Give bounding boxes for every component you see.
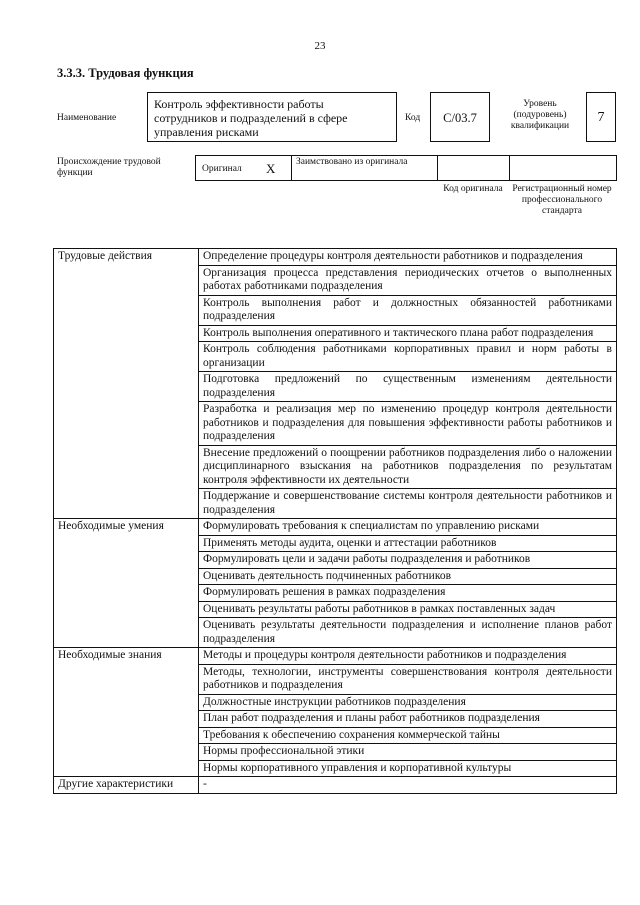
table-row	[54, 342, 617, 372]
table-item-cell: Внесение предложений о поощрении работников подразделения либо о наложении дисциплинарного взыскания на работников подразделения по результатам контроля эффективности их деятельности	[199, 445, 617, 489]
table-row	[54, 618, 617, 648]
code-value: C/03.7	[443, 111, 477, 125]
original-label: Оригинал	[202, 164, 242, 174]
section-title-continuation	[54, 744, 199, 761]
table-item-cell: Оценивать результаты деятельности подразделения и исполнение планов работ подразделения	[199, 618, 617, 648]
code-box	[430, 92, 490, 142]
table-item-cell: -	[199, 777, 617, 794]
code-original-caption: Код оригинала	[443, 184, 503, 194]
table-row	[54, 711, 617, 728]
table-row	[54, 249, 617, 266]
table-item-cell: Формулировать цели и задачи работы подразделения и работников	[199, 552, 617, 569]
table-row	[54, 265, 617, 295]
table-row	[54, 372, 617, 402]
section-title-continuation	[54, 711, 199, 728]
section-title-continuation	[54, 489, 199, 519]
origin-original-cell	[196, 156, 292, 180]
table-item-cell: Оценивать результаты работы работников в рамках поставленных задач	[199, 601, 617, 618]
section-title-cell: Необходимые знания	[54, 648, 199, 665]
section-title-continuation	[54, 727, 199, 744]
section-title-continuation	[54, 618, 199, 648]
labor-function-table	[53, 248, 617, 794]
table-row	[54, 744, 617, 761]
table-row	[54, 552, 617, 569]
section-title-continuation	[54, 664, 199, 694]
table-row	[54, 568, 617, 585]
table-item-cell: Применять методы аудита, оценки и аттестации работников	[199, 535, 617, 552]
table-item-cell: Формулировать требования к специалистам по управлению рисками	[199, 519, 617, 536]
section-title-continuation	[54, 402, 199, 446]
section-title-continuation	[54, 535, 199, 552]
name-label: Наименование	[57, 113, 117, 123]
section-title-continuation	[54, 445, 199, 489]
origin-code-cell	[438, 156, 510, 180]
table-item-cell: Контроль выполнения оперативного и тактического плана работ подразделения	[199, 325, 617, 342]
table-row	[54, 519, 617, 536]
section-title: 3.3.3. Трудовая функция	[57, 66, 194, 80]
table-item-cell: Методы, технологии, инструменты совершенствования контроля деятельности работников и подразделения	[199, 664, 617, 694]
function-name-value: Контроль эффективности работы сотрудников и подразделений в сфере управления рисками	[154, 97, 348, 139]
section-title-continuation	[54, 585, 199, 602]
original-mark: X	[266, 161, 276, 176]
table-item-cell: Оценивать деятельность подчиненных работников	[199, 568, 617, 585]
table-row	[54, 694, 617, 711]
section-title-cell: Другие характеристики	[54, 777, 199, 794]
origin-label: Происхождение трудовой функции	[57, 157, 161, 178]
section-title-cell: Трудовые действия	[54, 249, 199, 266]
page-number: 23	[314, 40, 326, 52]
section-title-continuation	[54, 601, 199, 618]
table-item-cell: Разработка и реализация мер по изменению процедур контроля деятельности работников и подразделения для повышения эффективности работы работников и подразделения	[199, 402, 617, 446]
section-title-continuation	[54, 760, 199, 777]
table-row	[54, 585, 617, 602]
table-row	[54, 664, 617, 694]
section-title-continuation	[54, 342, 199, 372]
origin-borrowed-cell	[292, 156, 438, 180]
origin-row	[195, 155, 617, 181]
section-title-continuation	[54, 694, 199, 711]
section-title-continuation	[54, 568, 199, 585]
table-item-cell: Нормы профессиональной этики	[199, 744, 617, 761]
table-item-cell: Требования к обеспечению сохранения коммерческой тайны	[199, 727, 617, 744]
section-title-continuation	[54, 265, 199, 295]
borrowed-label: Заимствовано из оригинала	[296, 157, 408, 167]
table-item-cell: Контроль соблюдения работниками корпоративных правил и норм работы в организации	[199, 342, 617, 372]
level-value: 7	[597, 110, 605, 125]
table-row	[54, 535, 617, 552]
table-item-cell: План работ подразделения и планы работ работников подразделения	[199, 711, 617, 728]
table-row	[54, 760, 617, 777]
table-row	[54, 325, 617, 342]
table-row	[54, 445, 617, 489]
table-row	[54, 777, 617, 794]
code-label: Код	[405, 113, 421, 123]
table-row	[54, 601, 617, 618]
section-title-continuation	[54, 372, 199, 402]
level-box	[586, 92, 616, 142]
table-item-cell: Должностные инструкции работников подразделения	[199, 694, 617, 711]
table-item-cell: Подготовка предложений по существенным изменениям деятельности подразделения	[199, 372, 617, 402]
table-item-cell: Методы и процедуры контроля деятельности работников и подразделения	[199, 648, 617, 665]
origin-reg-cell	[510, 156, 616, 180]
table-row	[54, 648, 617, 665]
table-item-cell: Контроль выполнения работ и должностных обязанностей работниками подразделения	[199, 295, 617, 325]
section-title-continuation	[54, 552, 199, 569]
table-row	[54, 727, 617, 744]
function-name-box	[147, 92, 397, 142]
section-title-continuation	[54, 295, 199, 325]
table-item-cell: Нормы корпоративного управления и корпоративной культуры	[199, 760, 617, 777]
table-item-cell: Поддержание и совершенствование системы контроля деятельности работников и подразделения	[199, 489, 617, 519]
table-row	[54, 402, 617, 446]
table-row	[54, 295, 617, 325]
table-row	[54, 489, 617, 519]
reg-number-caption: Регистрационный номер профессионального стандарта	[512, 184, 612, 216]
table-item-cell: Организация процесса представления периодических отчетов о выполненных работах работниками подразделения	[199, 265, 617, 295]
section-title-continuation	[54, 325, 199, 342]
section-title-cell: Необходимые умения	[54, 519, 199, 536]
table-item-cell: Формулировать решения в рамках подразделения	[199, 585, 617, 602]
table-item-cell: Определение процедуры контроля деятельности работников и подразделения	[199, 249, 617, 266]
level-label: Уровень (подуровень) квалификации	[510, 99, 570, 131]
